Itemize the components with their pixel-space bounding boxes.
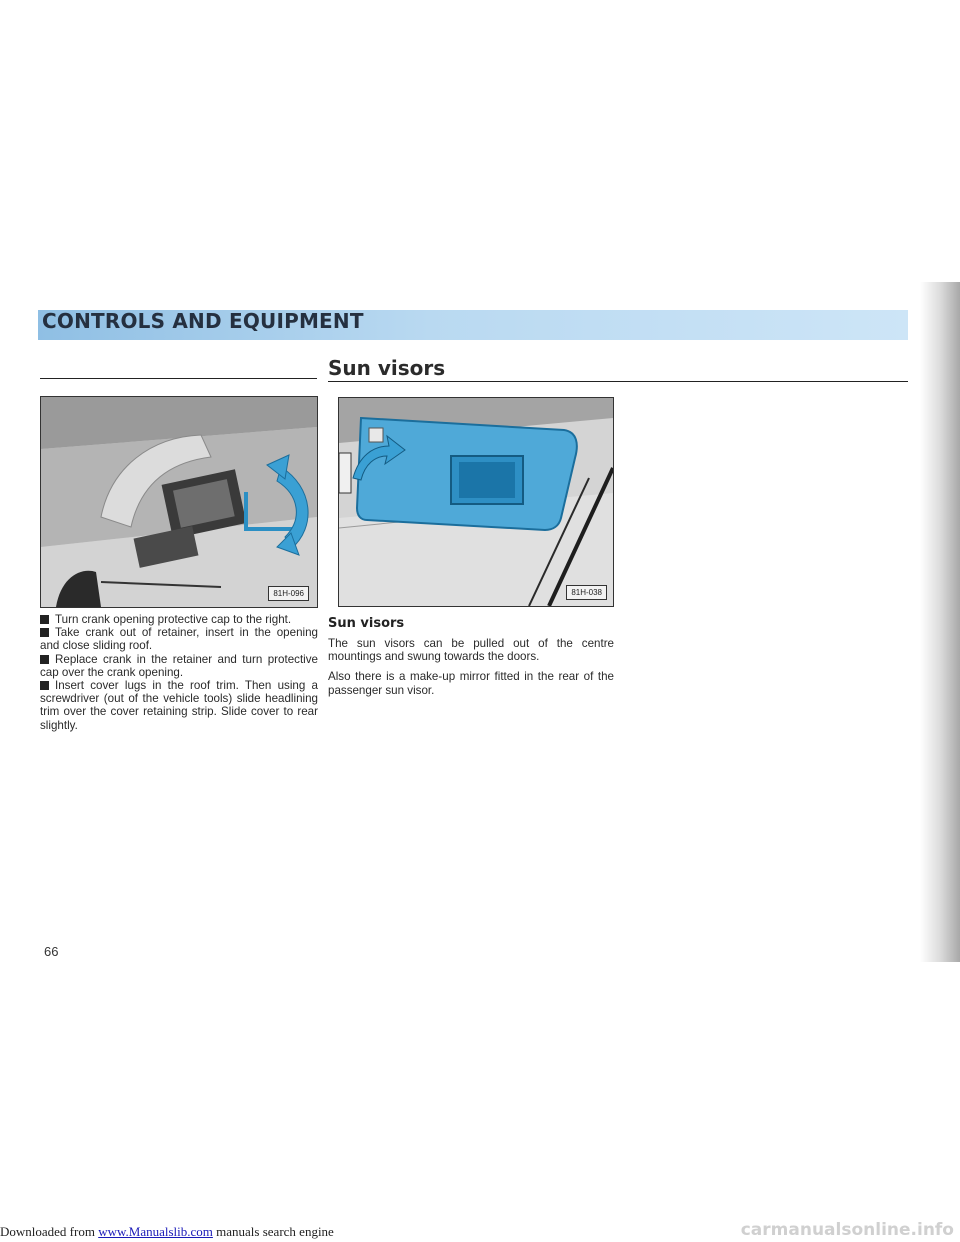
watermark: carmanualsonline.info [740,1220,954,1240]
sun-visor-subheading: Sun visors [328,616,405,631]
bullet-icon [40,681,49,690]
figure-code: 81H-096 [268,586,309,601]
instruction-text: Insert cover lugs in the roof trim. Then using a screwdriver (out of the vehicle tools) slide headlining trim over the cover retaining strip. Slide cover to rear slightly. [40,679,318,732]
page-number: 66 [44,944,59,959]
footer-prefix: Downloaded from [0,1224,95,1239]
instruction-item [40,653,318,679]
manualslib-link[interactable]: www.Manualslib.com [98,1224,213,1239]
instruction-text: Take crank out of retainer, insert in the opening and close sliding roof. [40,626,318,653]
roof-instructions [40,613,318,732]
page-edge-shadow [920,282,960,962]
crank-diagram [41,397,317,607]
sun-visor-description [328,616,614,704]
paragraph: The sun visors can be pulled out of the centre mountings and swung towards the doors. [328,637,614,664]
section-title: CONTROLS AND EQUIPMENT [42,309,364,333]
instruction-text: Replace crank in the retainer and turn protective cap over the crank opening. [40,652,318,679]
instruction-item [40,613,318,626]
instruction-item [40,679,318,732]
download-footer [0,1224,334,1240]
sun-visor-diagram [339,398,613,606]
footer-suffix: manuals search engine [216,1224,334,1239]
instruction-text: Turn crank opening protective cap to the right. [55,613,292,626]
paragraph: Also there is a make-up mirror fitted in the rear of the passenger sun visor. [328,670,614,697]
sun-visor-illustration [338,397,614,607]
left-rule [40,378,317,379]
right-rule [328,381,908,382]
instruction-item [40,626,318,652]
bullet-icon [40,615,49,624]
page-heading: Sun visors [328,356,446,380]
bullet-icon [40,628,49,637]
sliding-roof-crank-illustration [40,396,318,608]
bullet-icon [40,655,49,664]
figure-code: 81H-038 [566,585,607,600]
